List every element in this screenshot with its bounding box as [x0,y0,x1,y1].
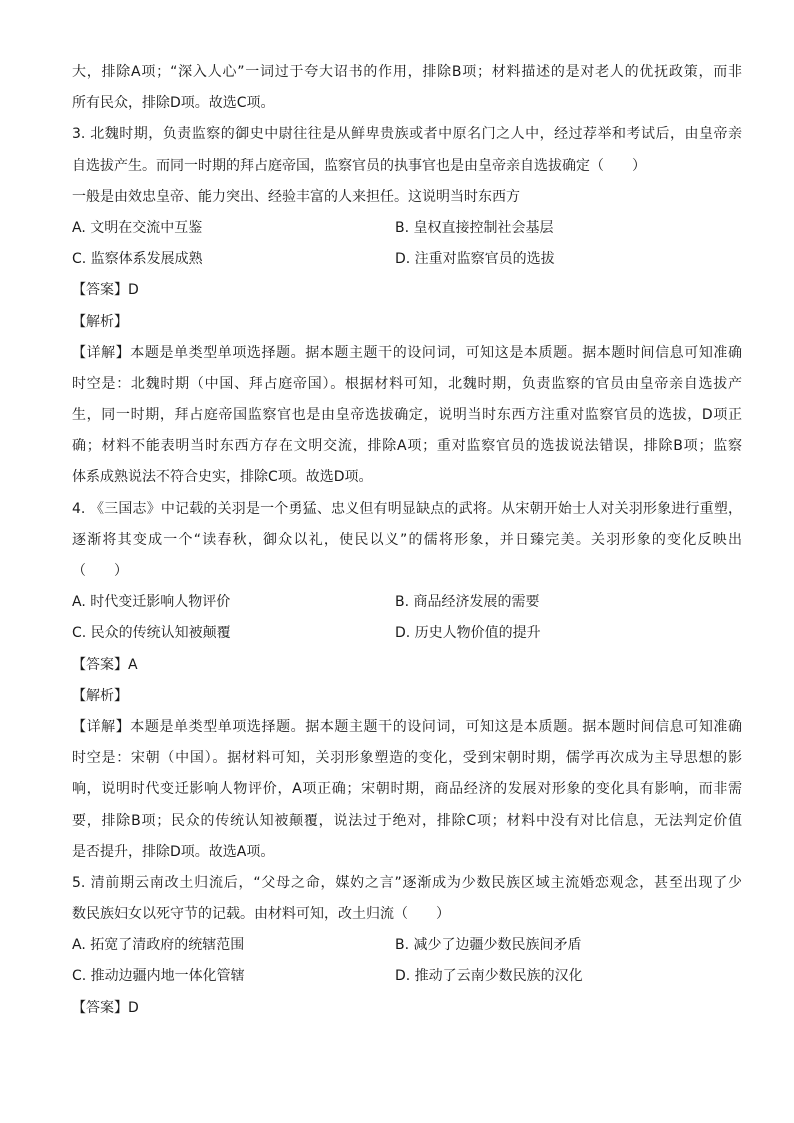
q4-option-d: D. 历史人物价值的提升 [395,625,541,642]
q3-answer: 【答案】D [72,282,139,299]
q3-option-a: A. 文明在交流中互鉴 [72,219,203,236]
q4-answer: 【答案】A [72,656,138,673]
q3-option-d: D. 注重对监察官员的选拔 [395,251,555,268]
q4-detail-line: 时空是：宋朝（中国）。据材料可知，关羽形象塑造的变化，受到宋朝时期，儒学再次成为主导思想的影 [72,750,742,767]
q3-detail-line: 【详解】本题是单类型单项选择题。据本题主题干的设问词，可知这是本质题。据本题时间信息可知准确 [72,344,742,361]
q3-stem-line: 一般是由效忠皇帝、能力突出、经验丰富的人来担任。这说明当时东西方 [72,188,520,205]
q3-detail-line: 时空是：北魏时期（中国、拜占庭帝国）。根据材料可知，北魏时期，负责监察的官员由皇帝亲自选拔产 [72,375,742,392]
q5-stem-line: 数民族妇女以死守节的记载。由材料可知，改土归流（ ） [72,906,450,923]
q5-stem-line: 5. 清前期云南改土归流后，“父母之命，媒妁之言”逐渐成为少数民族区域主流婚恋观念，甚至出现了少 [72,874,742,891]
q3-options-row [72,249,742,269]
q3-analysis-label: 【解析】 [72,313,128,330]
q4-detail-line: 响，说明时代变迁影响人物评价，A项正确；宋朝时期，商品经济的发展对形象的变化具有影响，而非需 [72,781,742,798]
q4-analysis-label: 【解析】 [72,687,128,704]
q4-stem-line: （ ） [72,563,128,579]
q5-options-row [72,966,742,986]
q5-option-b: B. 减少了边疆少数民族间矛盾 [395,937,582,954]
q3-detail-line: 确；材料不能表明当时东西方存在文明交流，排除A项；重对监察官员的选拔说法错误，排除B项；监察 [72,438,742,455]
q5-answer: 【答案】D [72,999,139,1016]
document-page [72,62,742,1029]
q3-option-c: C. 监察体系发展成熟 [72,251,203,268]
q3-options-row [72,218,742,238]
q4-options-row [72,623,742,643]
q4-detail-line: 要，排除B项；民众的传统认知被颠覆，说法过于绝对，排除C项；材料中没有对比信息，无法判定价值 [72,812,742,829]
q4-stem-line: 逐渐将其变成一个“读春秋，御众以礼，使民以义”的儒将形象，并日臻完美。关羽形象的变化反映出 [72,531,742,548]
q5-option-c: C. 推动边疆内地一体化管辖 [72,968,245,985]
q2-explanation-line: 所有民众，排除D项。故选C项。 [72,95,275,112]
q4-option-c: C. 民众的传统认知被颠覆 [72,625,231,642]
q2-explanation-line: 大，排除A项；“深入人心”一词过于夸大诏书的作用，排除B项；材料描述的是对老人的优抚政策，而非 [72,64,742,80]
q3-detail-line: 生，同一时期，拜占庭帝国监察官也是由皇帝选拔确定，说明当时东西方注重对监察官员的选拔，D项正 [72,407,742,424]
q4-detail-line: 是否提升，排除D项。故选A项。 [72,843,275,860]
q3-detail-line: 体系成熟说法不符合史实，排除C项。故选D项。 [72,469,373,486]
q3-stem-line: 3. 北魏时期，负责监察的御史中尉往往是从鲜卑贵族或者中原名门之人中，经过荐举和考试后，由皇帝亲 [72,126,742,143]
q3-stem-line: 自选拔产生。而同一时期的拜占庭帝国，监察官员的执事官也是由皇帝亲自选拔确定（ ） [72,157,646,174]
q5-option-d: D. 推动了云南少数民族的汉化 [395,968,583,985]
q4-stem-line: 4. 《三国志》中记载的关羽是一个勇猛、忠义但有明显缺点的武将。从宋朝开始士人对关羽形象进行重塑， [72,500,742,517]
q4-detail-line: 【详解】本题是单类型单项选择题。据本题主题干的设问词，可知这是本质题。据本题时间信息可知准确 [72,718,742,735]
q5-option-a: A. 拓宽了清政府的统辖范围 [72,937,245,954]
q4-option-b: B. 商品经济发展的需要 [395,594,540,611]
q4-option-a: A. 时代变迁影响人物评价 [72,594,231,611]
q4-options-row [72,592,742,612]
q5-options-row [72,935,742,955]
q3-option-b: B. 皇权直接控制社会基层 [395,219,554,236]
